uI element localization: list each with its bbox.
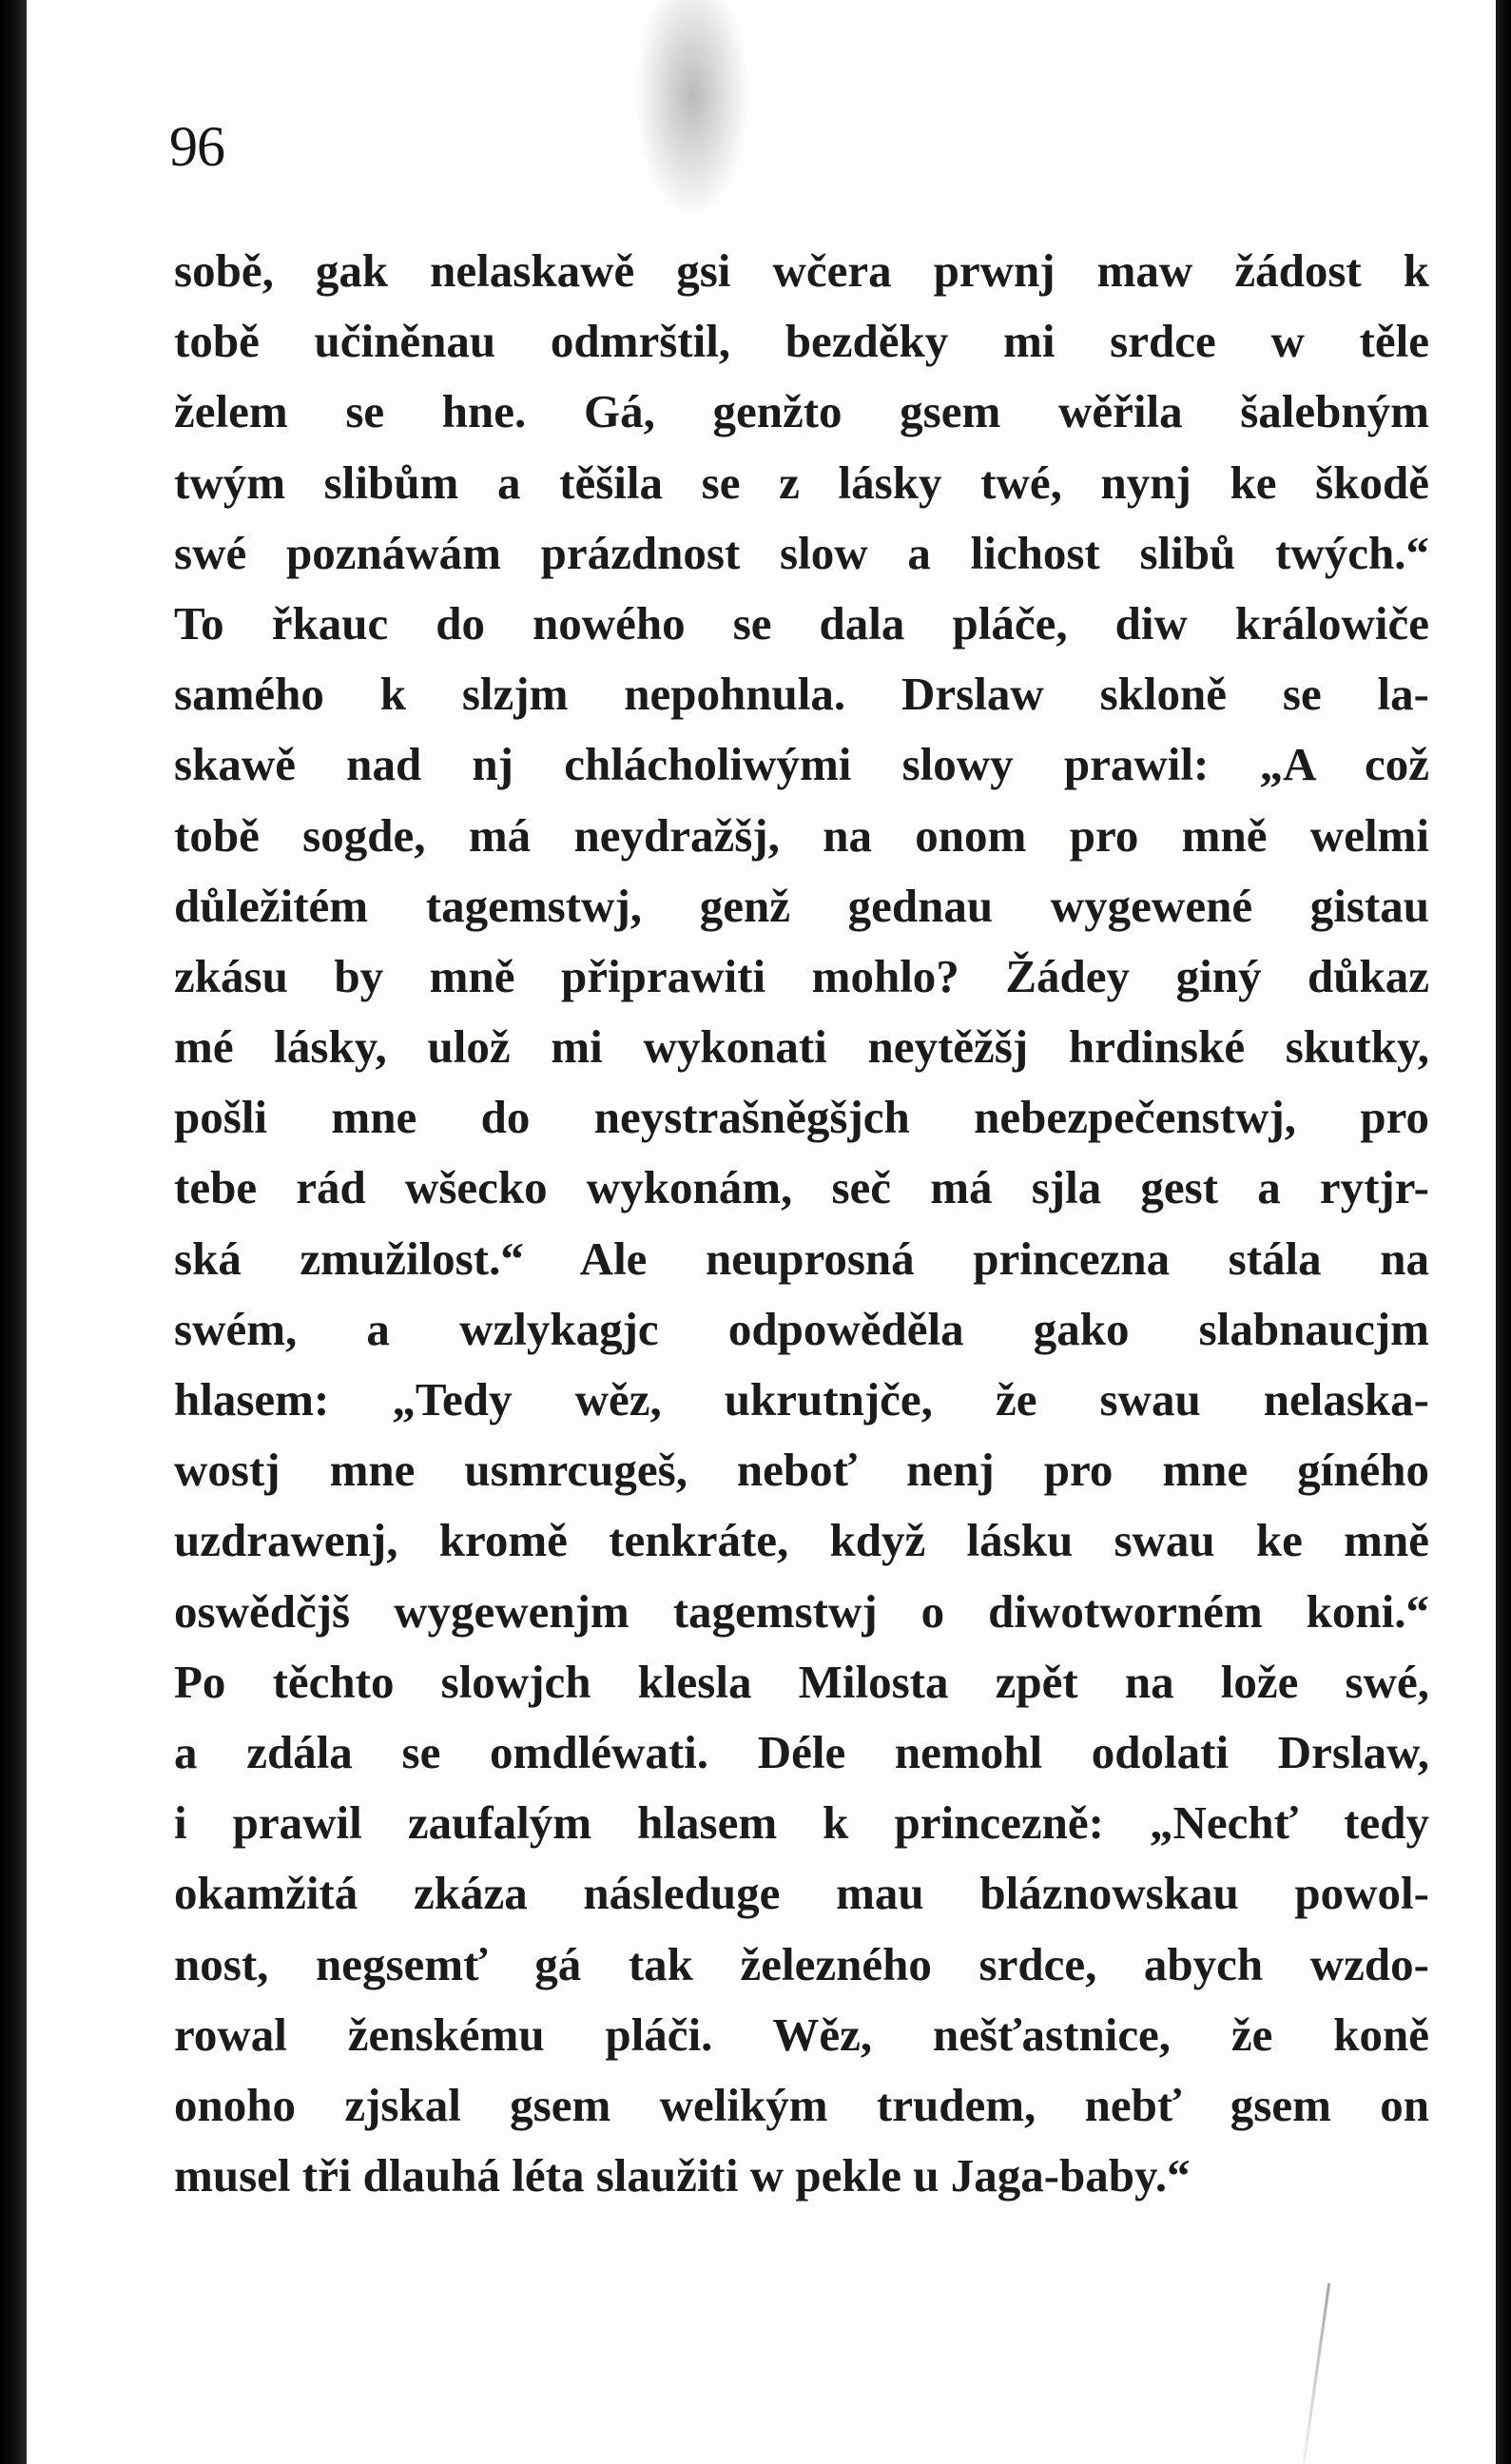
text-line: hlasem: „Tedy wěz, ukrutnjče, že swau nelaska-	[174, 1373, 1429, 1426]
text-line: rowal ženskému pláči. Wěz, nešťastnice, že koně	[174, 2008, 1429, 2061]
text-line: nost, negsemť gá tak železného srdce, abych wzdo-	[174, 1937, 1429, 1990]
text-line: samého k slzjm nepohnula. Drslaw skloně se la-	[174, 668, 1429, 721]
ink-smudge	[635, 0, 749, 219]
text-line: oswědčjš wygewenjm tagemstwj o diwotworném koni.“	[174, 1584, 1429, 1638]
text-line: i prawil zaufalým hlasem k princezně: „Nechť tedy	[174, 1796, 1429, 1850]
paper-crease	[1303, 2283, 1330, 2463]
page-number: 96	[169, 115, 224, 178]
text-line: tobě sogde, má neydražšj, na onom pro mně welmi	[174, 808, 1429, 862]
text-line: mé lásky, ulož mi wykonati neytěžšj hrdinské skutky,	[174, 1020, 1429, 1074]
text-line: uzdrawenj, kromě tenkráte, když lásku swau ke mně	[174, 1514, 1429, 1567]
text-line: tebe rád wšecko wykonám, seč má sjla gest a rytjr-	[174, 1161, 1429, 1214]
text-line: twým slibům a těšila se z lásky twé, nynj ke škodě	[174, 456, 1429, 509]
text-line: wostj mne usmrcugeš, neboť nenj pro mne gíného	[174, 1444, 1429, 1497]
text-line: Po těchto slowjch klesla Milosta zpět na lože swé,	[174, 1655, 1429, 1708]
binding-edge-shadow	[0, 0, 27, 2464]
text-line: To řkauc do nowého se dala pláče, diw králowiče	[174, 596, 1429, 650]
text-line: ská zmužilost.“ Ale neuprosná princezna stála na	[174, 1232, 1429, 1285]
text-line: musel tři dlauhá léta slaužiti w pekle u Jaga-baby.“	[174, 2149, 1191, 2202]
text-line: a zdála se omdléwati. Déle nemohl odolati Drslaw,	[174, 1725, 1429, 1778]
text-line: důležitém tagemstwj, genž gednau wygewené gistau	[174, 879, 1429, 932]
text-line: zkásu by mně připrawiti mohlo? Žádey giný důkaz	[174, 949, 1429, 1002]
text-line: sobě, gak nelaskawě gsi wčera prwnj maw žádost k	[174, 244, 1429, 297]
text-line: tobě učiněnau odmrštil, bezděky mi srdce w těle	[174, 315, 1429, 368]
text-line: swém, a wzlykagjc odpowěděla gako slabnaucjm	[174, 1302, 1429, 1355]
body-text	[174, 236, 1429, 2211]
text-line: onoho zjskal gsem welikým trudem, nebť gsem on	[174, 2078, 1429, 2131]
text-line: želem se hne. Gá, genžto gsem wěřila šalebným	[174, 385, 1429, 438]
text-line: okamžitá zkáza následuge mau bláznowskau powol-	[174, 1867, 1429, 1920]
text-line: skawě nad nj chlácholiwými slowy prawil: „A což	[174, 738, 1429, 791]
text-line: swé poznáwám prázdnost slow a lichost slibů twých.“	[174, 526, 1429, 579]
page-right-edge-shadow	[1496, 0, 1511, 2464]
text-line: pošli mne do neystrašněgšjch nebezpečenstwj, pro	[174, 1091, 1429, 1144]
book-page	[27, 0, 1496, 2464]
